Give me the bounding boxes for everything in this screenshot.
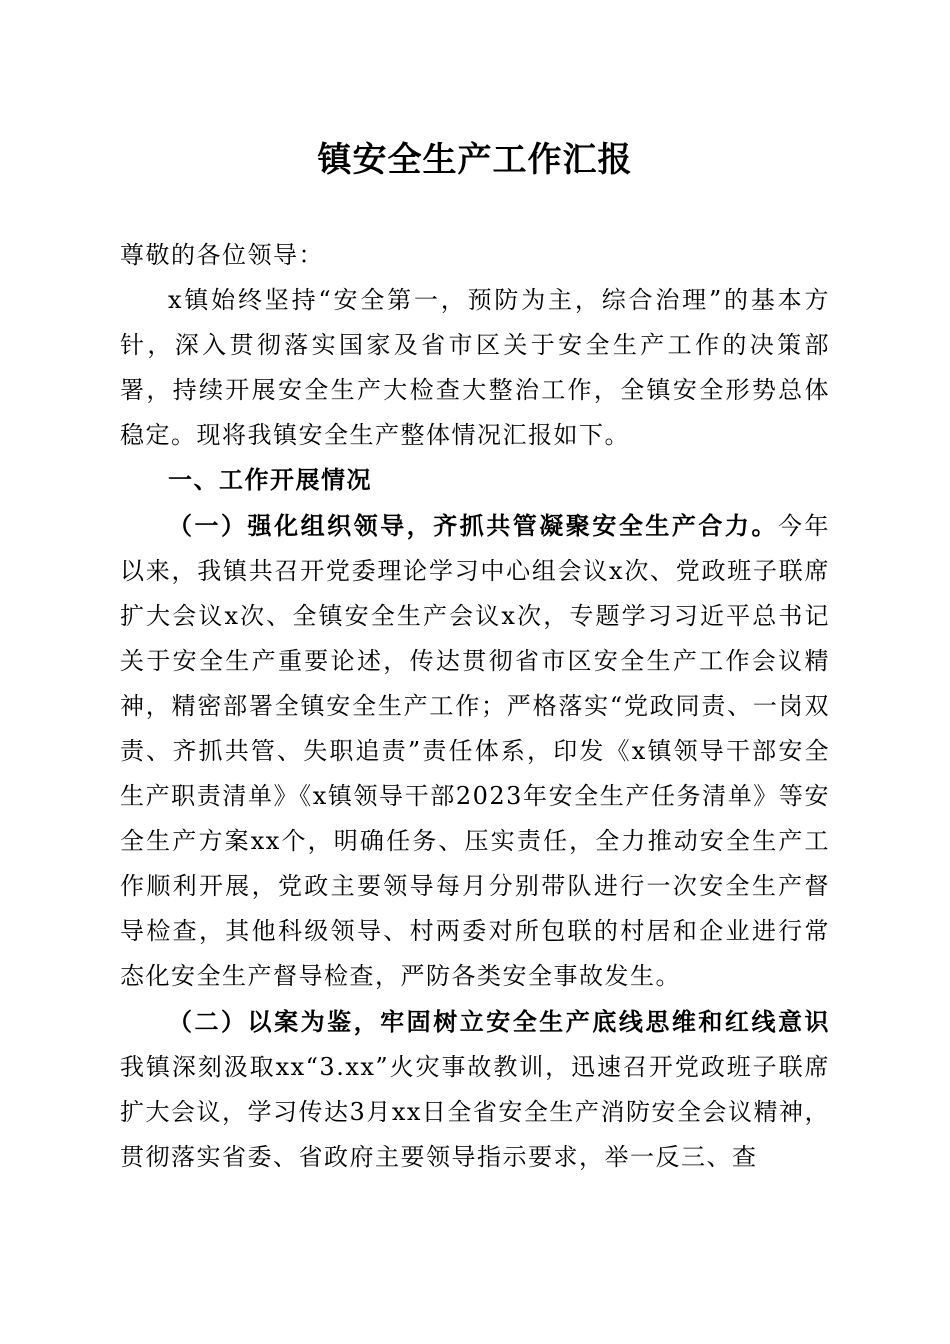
paragraph-1: [120, 503, 830, 999]
paragraph-2: [120, 999, 830, 1180]
section-heading: 一、工作开展情况: [168, 466, 372, 494]
paragraph-2-lead: （二）以案为鉴，牢固树立安全生产底线思维和红线意识: [168, 1007, 830, 1036]
paragraph-1-body: 今年以来，我镇共召开党委理论学习中心组会议x次、党政班子联席扩大会议x次、全镇安全生产会议x次，专题学习习近平总书记关于安全生产重要论述，传达贯彻省市区安全生产工作会议精神，精密部署全镇安全生产工作；严格落实“党政同责、一岗双责、齐抓共管、失职追责”责任体系，印发《x镇领导干部安全生产职责清单》《x镇领导干部2023年安全生产任务清单》等安全生产方案xx个，明确任务、压实责任，全力推动安全生产工作顺利开展，党政主要领导每月分别带队进行一次安全生产督导检查，其他科级领导、村两委对所包联的村居和企业进行常态化安全生产督导检查，严防各类安全事故发生。: [120, 512, 831, 990]
intro-paragraph: x镇始终坚持“安全第一，预防为主，综合治理”的基本方针，深入贯彻落实国家及省市区关于安全生产工作的决策部署，持续开展安全生产大检查大整治工作，全镇安全形势总体稳定。现将我镇安全生产整体情况汇报如下。: [120, 286, 830, 449]
paragraph-2-body: 我镇深刻汲取xx“3.xx”火灾事故教训，迅速召开党政班子联席扩大会议，学习传达3月xx日全省安全生产消防安全会议精神，贯彻落实省委、省政府主要领导指示要求，举一反三、查: [120, 1053, 830, 1171]
salutation: 尊敬的各位领导：: [120, 241, 324, 269]
document-title: 镇安全生产工作汇报: [317, 140, 633, 180]
paragraph-1-lead: （一）强化组织领导，齐抓共管凝聚安全生产合力。: [168, 511, 778, 540]
document-body: [120, 233, 830, 1180]
